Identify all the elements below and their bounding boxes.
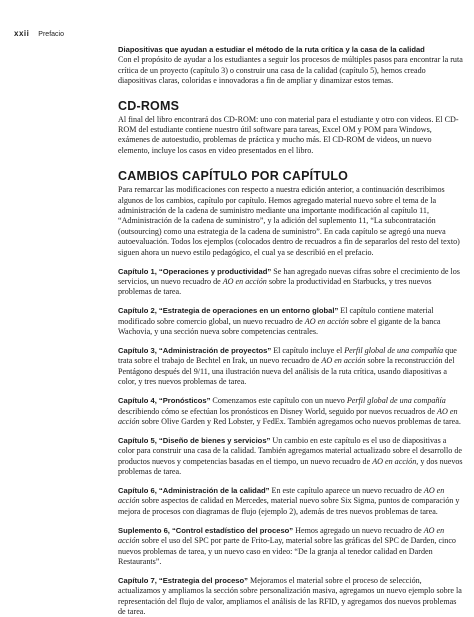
chapter-change-text: sobre el gigante de la banca Wachovia, y una sección nueva sobre competencias centrales.	[118, 316, 441, 337]
chapter-change-text: sobre aspectos de calidad en Mercedes, material nuevo sobre Six Sigma, puntos de comparación y mejora de procesos con diagramas de flujo (ejemplo 2), además de tres nuevos problemas de tarea.	[118, 496, 460, 516]
running-title: Prefacio	[38, 31, 64, 38]
chapter-change-emphasis: AO en acción	[118, 525, 445, 546]
chapter-change-text: En este capítulo aparece un nuevo recuadro de	[269, 486, 424, 495]
cdroms-text: Al final del libro encontrará dos CD-ROM: uno con material para el estudiante y otro con videos. El CD-ROM del estudiante contiene nuestro útil software para tareas, Excel OM y POM para Windows, exámenes de autoestudio, problemas de práctica y mucho más. El CD-ROM de videos, un nuevo elemento, incluye los casos en video presentados en el libro.	[118, 114, 459, 155]
chapter-change-item	[118, 346, 463, 388]
section-heading-changes: CAMBIOS CAPÍTULO POR CAPÍTULO	[118, 169, 349, 184]
running-header	[14, 29, 64, 38]
intro-block-title: Diapositivas que ayudan a estudiar el método de la ruta crítica y la casa de la calidad	[118, 45, 425, 54]
chapter-change-text: sobre la reconstrucción del Pentágono después del 9/11, una ilustración nueva del análisis de la ruta crítica, usando diapositivas a color, y tres nuevos problemas de tarea.	[118, 356, 455, 387]
chapter-change-list	[118, 258, 463, 617]
intro-block	[118, 45, 463, 87]
chapter-change-title: Capítulo 3, “Administración de proyectos”	[118, 346, 272, 356]
chapter-change-emphasis: AO en acción	[321, 356, 366, 366]
chapter-change-item	[118, 396, 463, 427]
chapter-change-emphasis: AO en acción	[118, 406, 458, 426]
chapter-change-item	[118, 526, 463, 568]
chapter-change-title: Capítulo 1, “Operaciones y productividad”	[118, 266, 272, 276]
chapter-change-text: Se han agregado nuevas cifras sobre el crecimiento de los servicios, un nuevo recuadro de	[118, 266, 460, 286]
section-heading-cdroms: CD-ROMS	[118, 98, 180, 113]
chapter-change-text: que trata sobre el trabajo de Bechtel en Irak, un nuevo recuadro de	[118, 346, 457, 366]
chapter-change-emphasis: AO en acción	[222, 277, 267, 286]
chapter-change-text: Comenzamos este capítulo con un nuevo	[210, 396, 347, 406]
chapter-change-title: Capítulo 6, “Administración de la calidad”	[118, 486, 270, 495]
chapter-change-text: sobre Olive Garden y Red Lobster, y FedEx. También agregamos ocho nuevos problemas de tarea.	[139, 416, 461, 426]
chapter-change-item	[118, 576, 463, 617]
chapter-change-emphasis: Perfil global de una compañía	[346, 396, 446, 406]
chapter-change-emphasis: AO en acción	[304, 316, 349, 326]
chapter-change-emphasis: AO en acción	[118, 486, 445, 506]
chapter-change-text: El capítulo incluye el	[271, 346, 345, 356]
chapter-change-title: Capítulo 2, “Estrategia de operaciones en un entorno global”	[118, 306, 339, 316]
chapter-change-text: sobre la productividad en Starbucks, y tres nuevos problemas de tarea.	[118, 277, 432, 297]
chapter-change-title: Capítulo 4, “Pronósticos”	[118, 396, 211, 406]
chapter-change-title: Capítulo 7, “Estrategia del proceso”	[118, 575, 248, 585]
chapter-change-text: Mejoramos el material sobre el proceso de selección, actualizamos y ampliamos la sección sobre personalización masiva, agregamos un nuevo ejemplo sobre la representación del flujo de valor, ampliamos el análisis de las RFID, y agregamos dos nuevos problemas de tarea.	[118, 575, 462, 617]
chapter-change-item	[118, 306, 463, 337]
chapter-change-item	[118, 486, 463, 517]
intro-block-text: Con el propósito de ayudar a los estudiantes a seguir los procesos de múltiples pasos para encontrar la ruta crítica de un proyecto (capítulo 3) o construir una casa de la calidad (capítulo 5), hemos creado diapositivas claras, coloridas e innovadoras a fin de ampliar y dinamizar estos temas.	[118, 55, 463, 86]
page-number: xxii	[14, 29, 30, 38]
chapter-change-title: Capítulo 5, “Diseño de bienes y servicios”	[118, 435, 271, 445]
chapter-change-text: sobre el uso del SPC por parte de Frito-Lay, material sobre las gráficas del SPC de Darden, cinco nuevos problemas de tarea, y un nuevo caso en video: “De la granja al tenedor calidad en Darden Restaurants”.	[118, 536, 456, 566]
chapter-change-text: El capítulo contiene material modificado sobre comercio global, un nuevo recuadro de	[118, 306, 434, 326]
chapter-change-emphasis: Perfil global de una compañía	[344, 346, 444, 356]
chapter-change-text: Hemos agregado un nuevo recuadro de	[293, 525, 424, 535]
chapter-change-text: describiendo cómo se efectúan los pronósticos en Disney World, seguido por nuevos recuadros de	[118, 406, 438, 416]
chapter-change-item	[118, 267, 463, 298]
chapter-change-title: Suplemento 6, “Control estadístico del proceso”	[118, 525, 294, 535]
chapter-change-item	[118, 436, 463, 478]
page-content	[118, 45, 463, 617]
chapter-change-emphasis: AO en acción	[372, 456, 417, 466]
chapter-change-text: , y dos nuevos problemas de tarea.	[118, 456, 463, 477]
changes-intro: Para remarcar las modificaciones con respecto a nuestra edición anterior, a continuación describimos algunos de los cambios, capítulo por capítulo. Hemos agregado material nuevo sobre el tema de la administración de la cadena de suministro mediante una importante modificación al capítulo 11, “Administración de la cadena de suministro”, y la adición del suplemento 11, “La subcontratación (outsourcing) como una estrategia de la cadena de suministro”. En cada capítulo se agregó una nueva autoevaluación. Todos los ejemplos (colocados dentro de recuadros a fin de separarlos del resto del texto) siguen ahora un nuevo estilo pedagógico, el cual ya se describió en el prefacio.	[118, 185, 460, 257]
chapter-change-text: Un cambio en este capítulo es el uso de diapositivas a color para construir una casa de la calidad. También agregamos material actualizado sobre el desarrollo de productos nuevos y competencias basadas en el tiempo, un nuevo recuadro de	[118, 435, 463, 466]
